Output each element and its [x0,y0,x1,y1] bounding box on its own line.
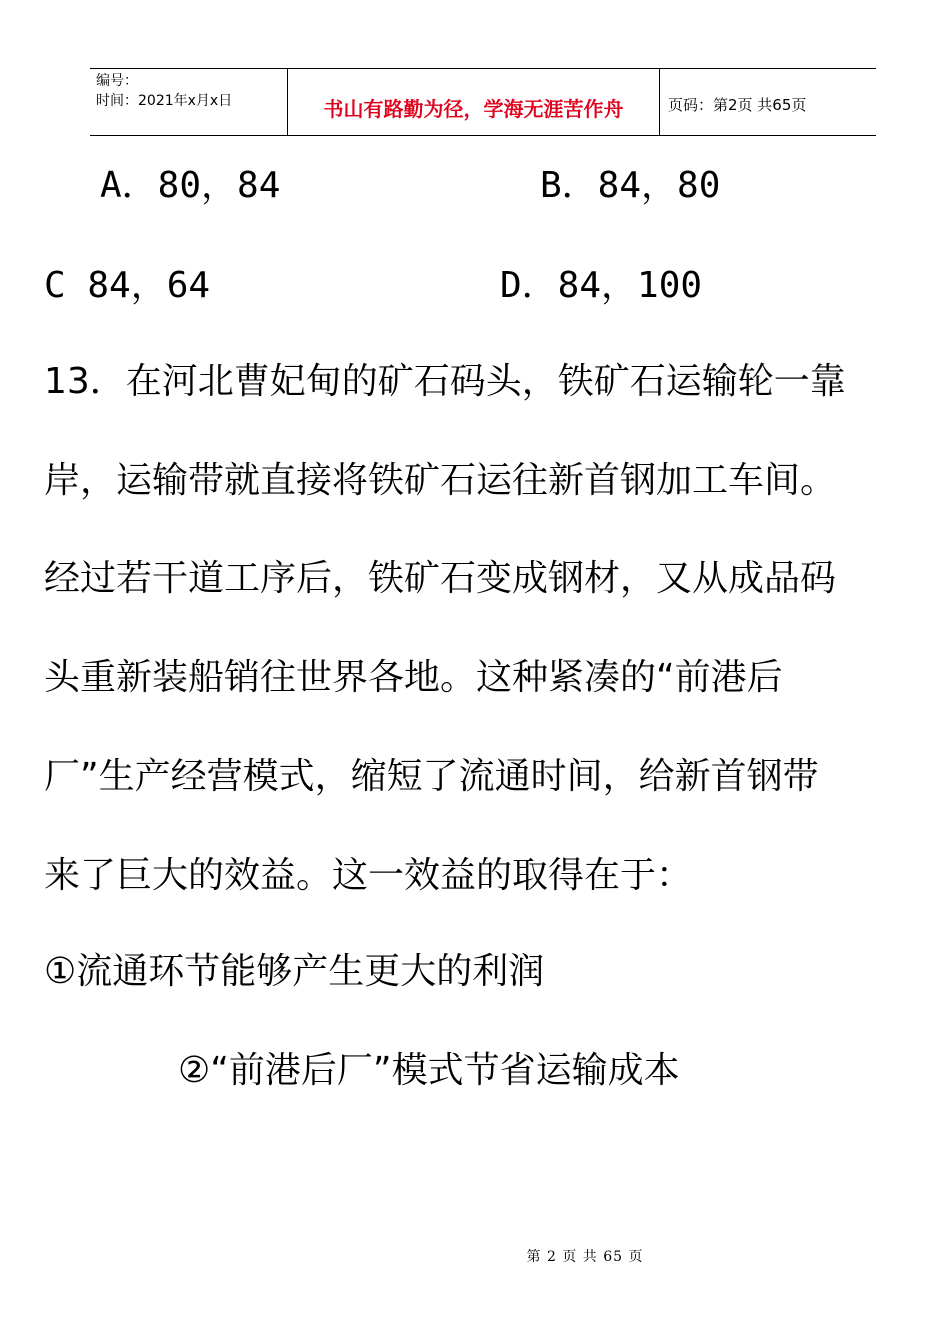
question-line: 经过若干道工序后，铁矿石变成钢材，又从成品码 [44,558,837,599]
option-c: C 84，64 [44,265,211,306]
option-d: D．84，100 [500,265,703,306]
header-page-cell [660,69,876,135]
document-number-label: 编号： [96,73,138,89]
question-line: 厂”生产经营模式，缩短了流通时间，给新首钢带 [44,756,819,797]
statement-1: ①流通环节能够产生更大的利润 [44,951,545,992]
header-meta-cell [90,69,287,135]
question-line: 岸，运输带就直接将铁矿石运往新首钢加工车间。 [44,460,837,501]
statement-2: ②“前港后厂”模式节省运输成本 [178,1050,680,1091]
header-motto-cell [287,69,660,135]
page-footer: 第 2 页 共 65 页 [526,1249,644,1265]
header-motto: 书山有路勤为径，学海无涯苦作舟 [323,97,624,121]
question-line: 头重新装船销往世界各地。这种紧凑的“前港后 [44,657,783,698]
question-line: 13．在河北曹妃甸的矿石码头，铁矿石运输轮一靠 [44,361,846,402]
option-b: B．84，80 [540,165,721,206]
document-time-label: 时间：2021年x月x日 [96,93,233,109]
page-header [90,68,876,136]
option-a: A．80，84 [100,165,281,206]
question-line: 来了巨大的效益。这一效益的取得在于： [44,855,693,896]
header-page-number: 页码：第2页 共65页 [668,96,807,114]
